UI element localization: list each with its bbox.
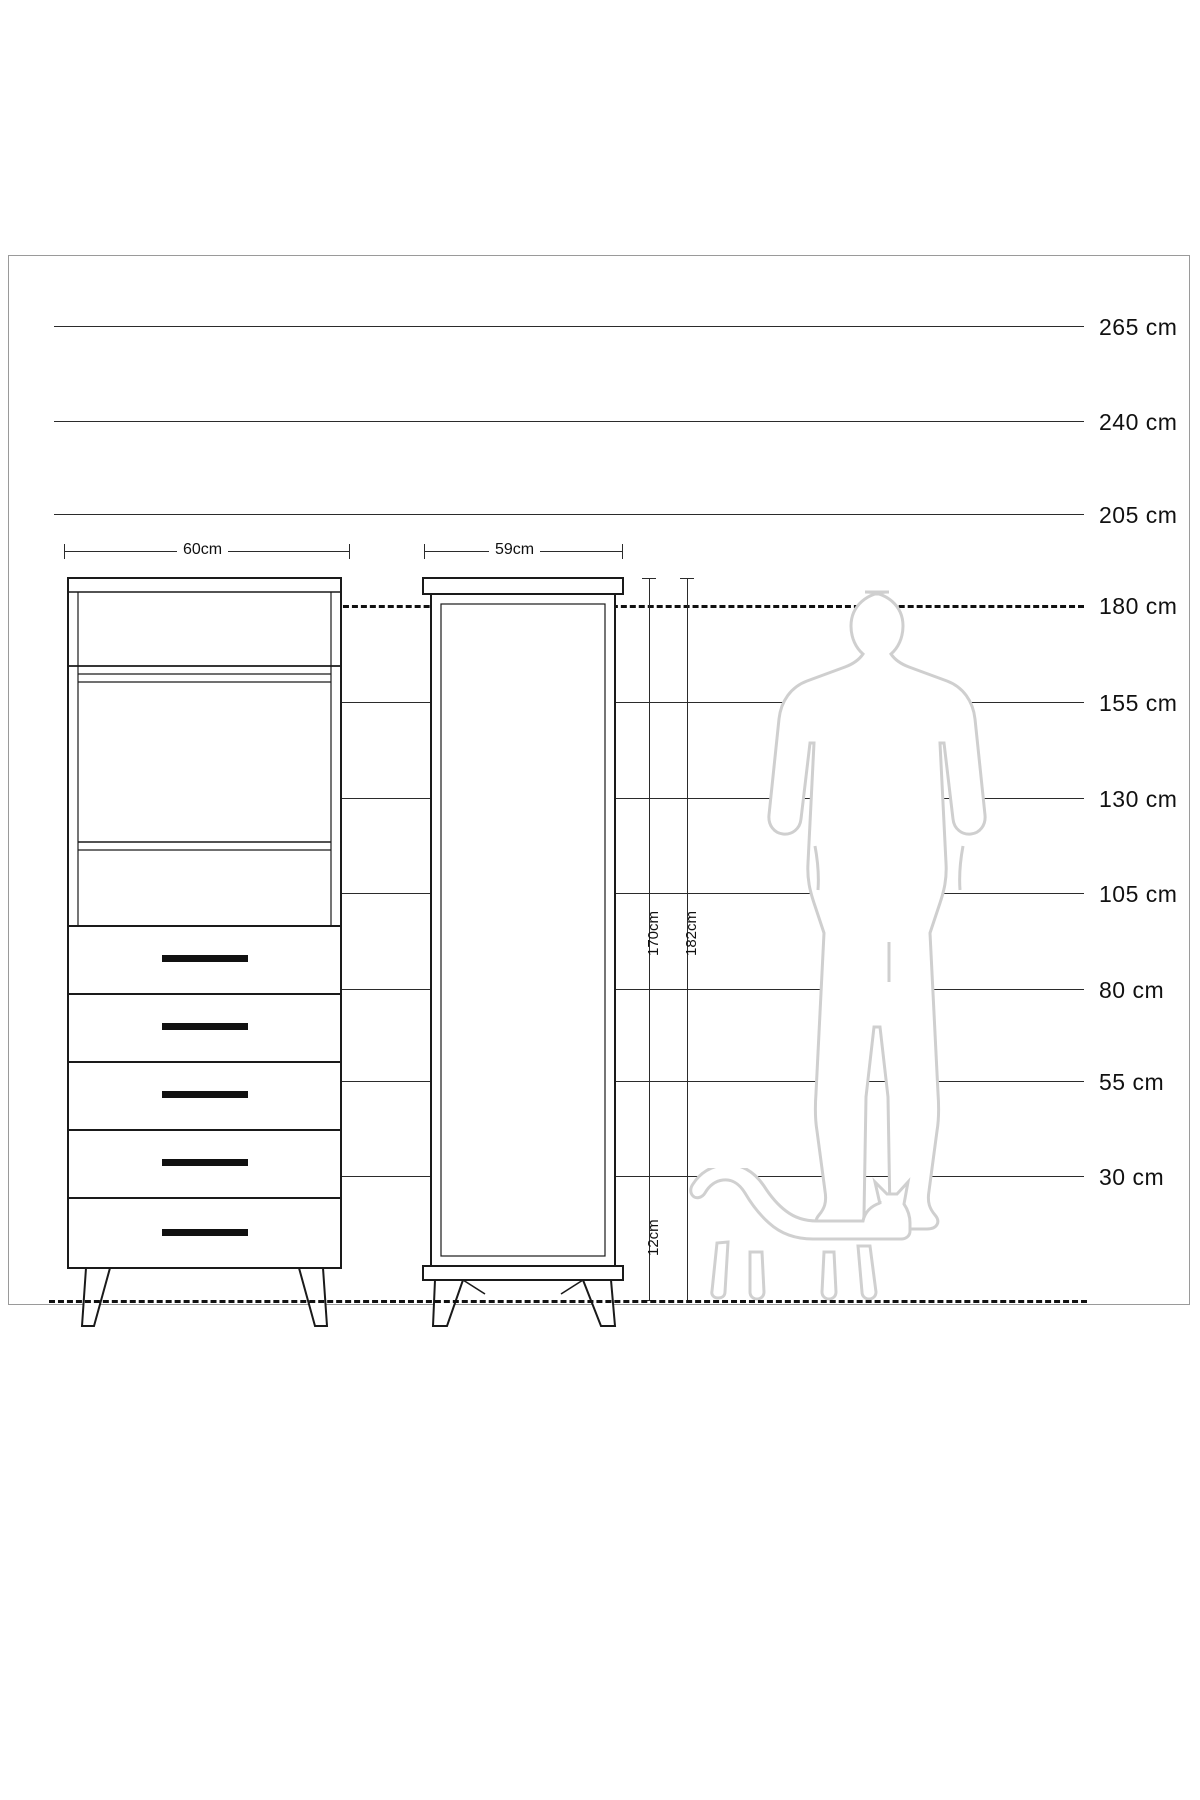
drawer-cabinet: [64, 574, 364, 1334]
reference-label-155: 155 cm: [1099, 690, 1178, 716]
width-dimension-tick-right-60: [349, 544, 350, 559]
reference-label-205: 205 cm: [1099, 502, 1178, 528]
vertical-dimension-label-170: 170cm: [645, 910, 662, 956]
width-dimension-label-60: 60cm: [177, 541, 228, 559]
reference-line-265: [54, 326, 1084, 327]
vertical-dimension-tick-170-top: [642, 578, 656, 579]
width-dimension-tick-left-59: [424, 544, 425, 559]
vertical-dimension-label-182: 182cm: [683, 910, 700, 956]
reference-line-240: [54, 421, 1084, 422]
reference-label-105: 105 cm: [1099, 881, 1178, 907]
cat-silhouette: [684, 1168, 914, 1308]
reference-label-80: 80 cm: [1099, 977, 1165, 1003]
reference-label-130: 130 cm: [1099, 786, 1178, 812]
diagram-frame: [8, 255, 1190, 1305]
tall-cabinet: [419, 574, 634, 1334]
width-dimension-tick-left-60: [64, 544, 65, 559]
vertical-dimension-tick-182-top: [680, 578, 694, 579]
floor-line: [49, 1300, 1087, 1303]
vertical-dimension-label-12: 12cm: [645, 1219, 662, 1256]
reference-label-55: 55 cm: [1099, 1069, 1165, 1095]
reference-label-180: 180 cm: [1099, 593, 1178, 619]
reference-label-240: 240 cm: [1099, 409, 1178, 435]
reference-label-265: 265 cm: [1099, 314, 1178, 340]
width-dimension-label-59: 59cm: [489, 541, 540, 559]
reference-label-30: 30 cm: [1099, 1164, 1165, 1190]
reference-line-205: [54, 514, 1084, 515]
width-dimension-tick-right-59: [622, 544, 623, 559]
